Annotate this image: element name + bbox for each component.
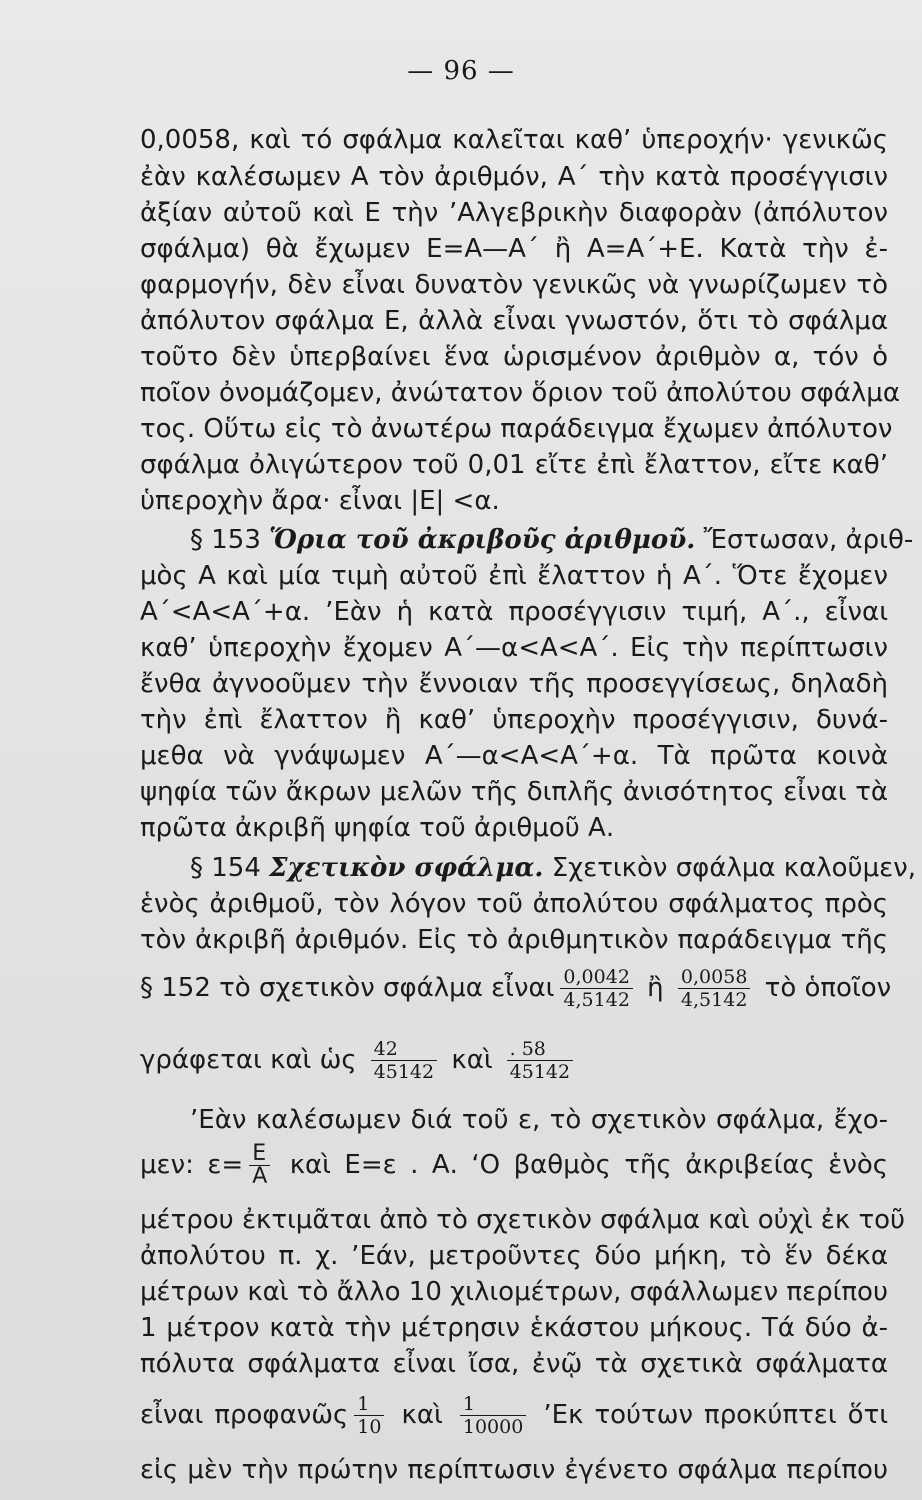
fraction [249,1143,270,1188]
text-line: μεθα νὰ γνάψωμεν Α΄—α<Α<Α΄+α. Τὰ πρῶτα κοινὰ [140,741,888,771]
section-title: Σχετικὸν σφάλμα. [269,853,544,883]
denominator: 4,5142 [678,988,750,1011]
text-line: μὸς Α καὶ μία τιμὴ αὐτοῦ ἐπὶ ἔλαττον ἡ Α΄. Ὅτε ἔχομεν [140,561,888,591]
denominator: Α [249,1165,270,1188]
equation-line [140,1030,888,1090]
text-span: τὸ ὁποῖον [764,973,892,1003]
text-line: 0,0058, καὶ τό σφάλμα καλεῖται καθ’ ὑπεροχήν· γενικῶς [140,125,888,155]
numerator: 0,0042 [563,966,630,988]
text-span: εἶναι προφανῶς [140,1400,349,1430]
text-span: μεν: ε= [140,1150,244,1180]
text-line: πρῶτα ἀκριβῆ ψηφία τοῦ ἀριθμοῦ Α. [140,813,615,843]
fraction [507,1038,573,1083]
fraction [460,1393,526,1438]
numerator: 1 [357,1393,370,1415]
text-line: ἔνθα ἀγνοοῦμεν τὴν ἔννοιαν τῆς προσεγγίσεως, δηλαδὴ [140,669,888,699]
text-span: καὶ [401,1400,443,1430]
numerator: Ε [252,1141,267,1166]
text-line: τὸν ἀκριβῆ ἀριθμόν. Εἰς τὸ ἀριθμητικὸν παράδειγμα τῆς [140,925,888,955]
text-line: ἀπολύτου π. χ. ’Εάν, μετροῦντες δύο μήκη, τὸ ἕν δέκα [140,1241,888,1271]
text-line: ὑπεροχὴν ἄρα· εἶναι |Ε| <α. [140,486,500,516]
denominator: 45142 [507,1060,573,1083]
numerator: 42 [373,1038,398,1060]
text-span: § 152 τὸ σχετικὸν σφάλμα εἶναι [140,973,555,1003]
numerator: 1 [462,1393,475,1415]
text-span: ’Εκ τούτων προκύπτει ὅτι [543,1400,889,1430]
text-line: Α΄<Α<Α΄+α. ’Εὰν ἡ κατὰ προσέγγισιν τιμή, Α΄., εἶναι [140,597,888,627]
text-span: Ἔστωσαν, ἀριθ- [703,525,914,555]
text-line: 1 μέτρον κατὰ τὴν μέτρησιν ἑκάστου μήκους. Τά δύο ἀ- [140,1313,888,1343]
section-154-heading-line [190,848,916,888]
text-line: ποῖον ὀνομάζομεν, ἀνώτατον ὅριον τοῦ ἀπολύτου σφάλμα [140,378,900,408]
equation-line [140,958,892,1018]
numerator: 0,0058 [680,966,748,988]
text-line: καθ’ ὑπεροχὴν ἔχομεν Α΄—α<Α<Α΄. Εἰς τὴν περίπτωσιν [140,633,888,663]
text-line: σφάλμα) θὰ ἔχωμεν Ε=Α—Α΄ ἢ Α=Α΄+Ε. Κατὰ τὴν ἐ- [140,234,888,264]
numerator: . 58 [509,1038,546,1060]
denominator: 4,5142 [560,988,632,1011]
text-line: πόλυτα σφάλματα εἶναι ἴσα, ἐνῷ τὰ σχετικὰ σφάλματα [140,1349,888,1379]
fraction [560,966,632,1011]
fraction [371,1038,437,1083]
equation-line [140,1135,888,1195]
page-number: — 96 — [407,56,515,86]
text-line: ἑνὸς ἀριθμοῦ, τὸν λόγον τοῦ ἀπολύτου σφάλματος πρὸς [140,889,888,919]
text-line: σφάλμα ὀλιγώτερον τοῦ 0,01 εἴτε ἐπὶ ἔλαττον, εἴτε καθ’ [140,450,888,480]
denominator: 10 [354,1415,384,1438]
section-title: Ὅρια τοῦ ἀκριβοῦς ἀριθμοῦ. [269,525,696,555]
text-line: ψηφία τῶν ἄκρων μελῶν τῆς διπλῆς ἀνισότητος εἶναι τὰ [140,777,888,807]
fraction [354,1393,384,1438]
text-line: ἐὰν καλέσωμεν Α τὸν ἀριθμόν, Α΄ τὴν κατὰ προσέγγισιν [140,162,888,192]
text-line: τοῦτο δὲν ὑπερβαίνει ἕνα ὡρισμένον ἀριθμὸν α, τόν ὁ [140,342,888,372]
text-line: τος. Οὕτω εἰς τὸ ἀνωτέρω παράδειγμα ἔχωμεν ἀπόλυτον [140,414,893,444]
text-span: καὶ [451,1045,493,1075]
text-line: ἀξίαν αὐτοῦ καὶ Ε τὴν ’Αλγεβρικὴν διαφορὰν (ἀπόλυτον [140,198,888,228]
text-line: ’Εὰν καλέσωμεν διά τοῦ ε, τὸ σχετικὸν σφάλμα, ἔχο- [190,1105,888,1135]
section-number: § 154 [190,853,261,883]
fraction [678,966,750,1011]
text-line: μέτρου ἐκτιμᾶται ἀπὸ τὸ σχετικὸν σφάλμα καὶ οὐχὶ ἐκ τοῦ [140,1205,906,1235]
text-span: γράφεται καὶ ὡς [140,1045,357,1075]
text-span: Σχετικὸν σφάλμα καλοῦμεν, [551,853,916,883]
text-line: φαρμογήν, δὲν εἶναι δυνατὸν γενικῶς νὰ γνωρίζωμεν τὸ [140,270,888,300]
text-span: καὶ Ε=ε . Α. ‘Ο βαθμὸς τῆς ἀκριβείας ἑνὸς [289,1150,889,1180]
text-line: εἰς μὲν τὴν πρώτην περίπτωσιν ἐγένετο σφάλμα περίπου [140,1455,888,1485]
text-line: μέτρων καὶ τὸ ἄλλο 10 χιλιομέτρων, σφάλλωμεν περίπου [140,1277,888,1307]
section-number: § 153 [190,525,261,555]
text-line: τὴν ἐπὶ ἔλαττον ἢ καθ’ ὑπεροχὴν προσέγγισιν, δυνά- [140,705,888,735]
equation-line [140,1385,888,1445]
denominator: 10000 [460,1415,526,1438]
denominator: 45142 [371,1060,437,1083]
text-span: ἢ [647,973,664,1003]
text-line: ἀπόλυτον σφάλμα Ε, ἀλλὰ εἶναι γνωστόν, ὅτι τὸ σφάλμα [140,306,888,336]
section-153-heading-line [190,520,914,560]
